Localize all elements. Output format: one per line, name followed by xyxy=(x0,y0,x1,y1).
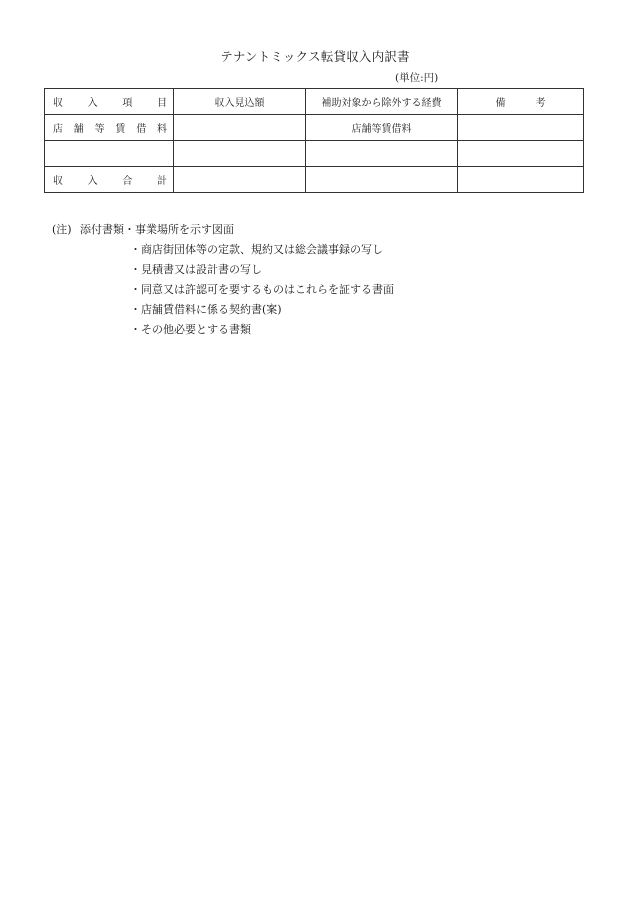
notes-header xyxy=(52,220,394,240)
list-item: ・店舗賃借料に係る契約書(案) xyxy=(130,303,282,316)
rent-expected-cell xyxy=(174,115,306,141)
unit-label: (単位:円) xyxy=(395,72,439,84)
table-row xyxy=(45,141,584,167)
rent-excluded-cell: 店舗等賃借料 xyxy=(306,115,458,141)
notes-first-line: 添付書類・事業場所を示す図面 xyxy=(80,223,234,236)
total-excluded-cell xyxy=(306,167,458,193)
rent-item-label: 店 舗 等 賃 借 料 xyxy=(53,124,167,135)
header-remarks xyxy=(458,89,584,115)
header-income-item-label: 収 入 項 目 xyxy=(53,98,167,109)
blank-expected-cell xyxy=(174,141,306,167)
rent-item-cell xyxy=(45,115,174,141)
blank-excluded-cell xyxy=(306,141,458,167)
total-remarks-cell xyxy=(458,167,584,193)
total-item-label: 収 入 合 計 xyxy=(53,176,167,187)
header-income-item xyxy=(45,89,174,115)
header-remarks-label: 備 考 xyxy=(495,98,546,109)
document-title: テナントミックス転貸収入内訳書 xyxy=(220,49,410,64)
notes-prefix: (注) xyxy=(52,223,72,236)
total-item-cell xyxy=(45,167,174,193)
income-breakdown-table xyxy=(44,88,584,193)
header-expected-amount: 収入見込額 xyxy=(174,89,306,115)
blank-remarks-cell xyxy=(458,141,584,167)
total-expected-cell xyxy=(174,167,306,193)
rent-remarks-cell xyxy=(458,115,584,141)
list-item: ・同意又は許認可を要するものはこれらを証する書面 xyxy=(130,283,394,296)
blank-item-cell xyxy=(45,141,174,167)
table-row xyxy=(45,115,584,141)
list-item: ・見積書又は設計書の写し xyxy=(130,263,262,276)
table-total-row xyxy=(45,167,584,193)
notes-section xyxy=(52,220,394,340)
list-item: ・商店街団体等の定款、規約又は総会議事録の写し xyxy=(130,243,383,256)
list-item: ・その他必要とする書類 xyxy=(130,323,251,336)
table-header-row xyxy=(45,89,584,115)
header-excluded-expenses: 補助対象から除外する経費 xyxy=(306,89,458,115)
